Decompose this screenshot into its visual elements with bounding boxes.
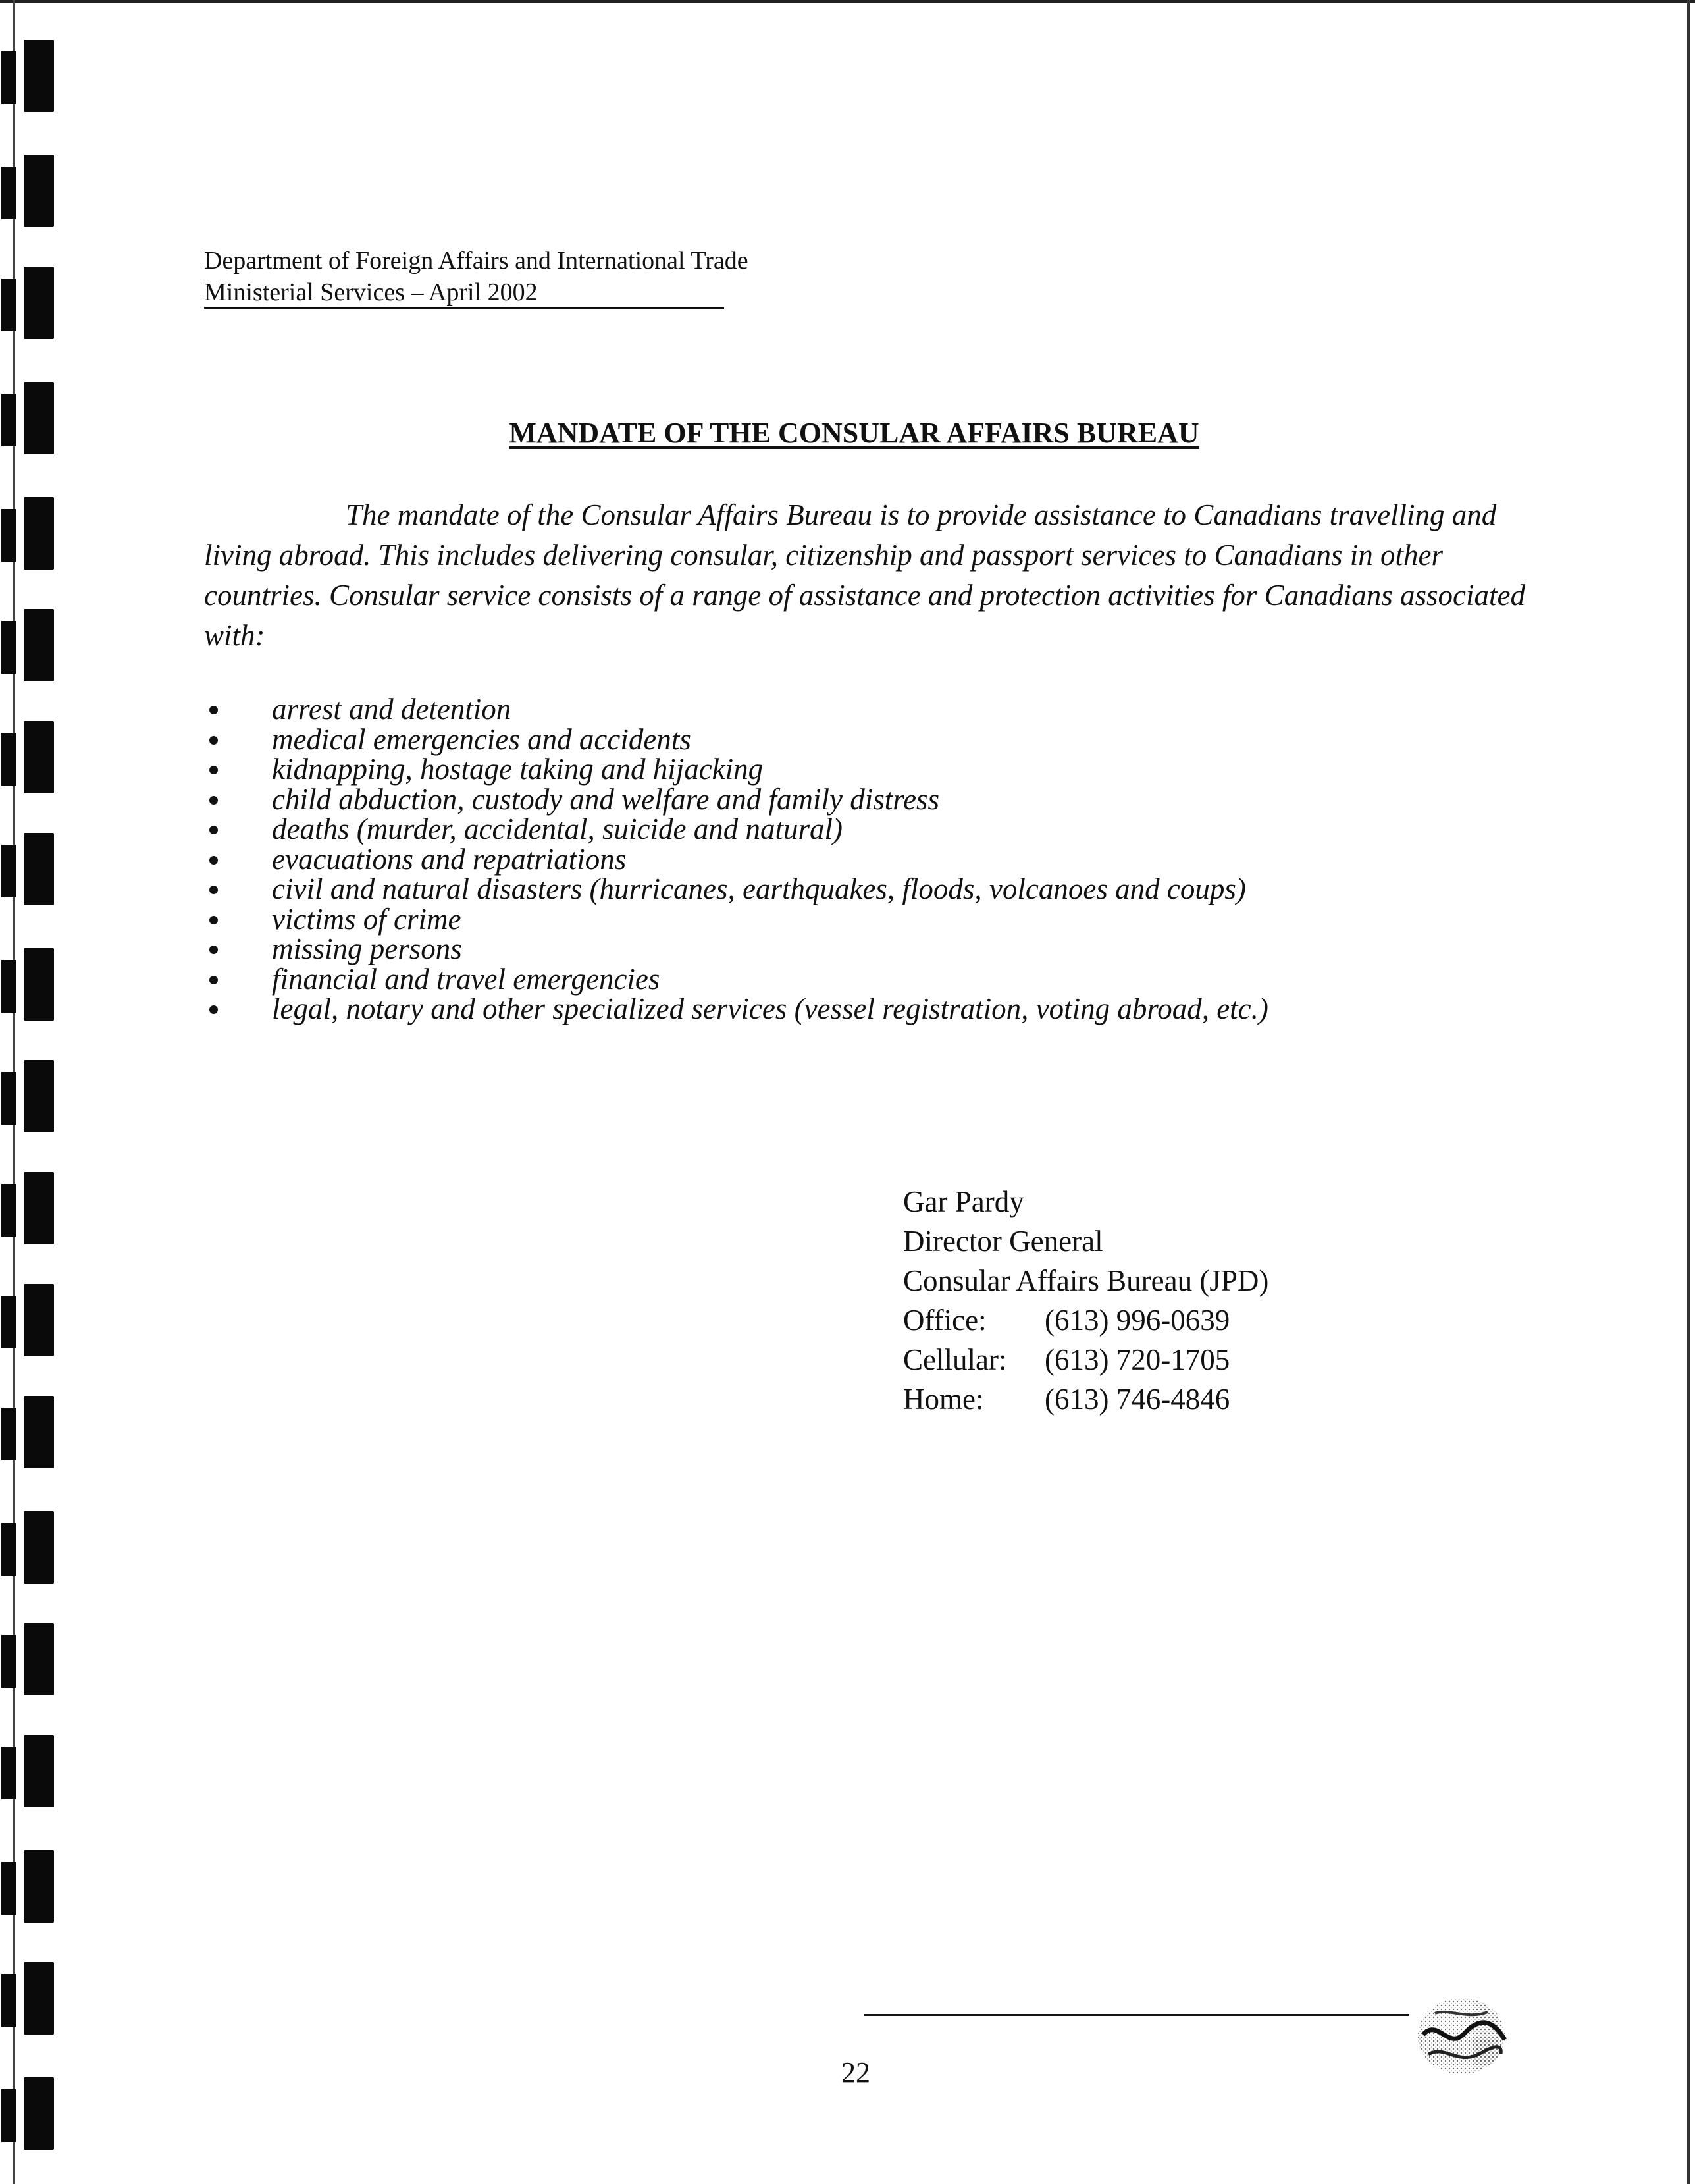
bullet-icon — [209, 826, 218, 834]
binding-ring — [0, 1396, 59, 1468]
bullet-icon — [209, 946, 218, 954]
binding-ring — [0, 833, 59, 905]
header-department: Department of Foreign Affairs and International Trade — [204, 247, 748, 275]
list-item-text: arrest and detention — [272, 693, 511, 726]
list-item — [201, 874, 1268, 905]
binding-ring — [0, 1060, 59, 1132]
mandate-paragraph: The mandate of the Consular Affairs Bureau is to provide assistance to Canadians travelling and living abroad. This includes delivering consular, citizenship and passport services to Canadians in other countries. Consular service consists of a range of assistance and protection activities for Canadians associated with: — [204, 498, 1525, 652]
binding-ring — [0, 40, 59, 112]
bullet-icon — [209, 796, 218, 805]
binding-ring — [0, 948, 59, 1021]
bullet-icon — [209, 1005, 218, 1014]
services-list — [201, 695, 1268, 1025]
list-item-text: legal, notary and other specialized services (vessel registration, voting abroad, etc.) — [272, 992, 1268, 1025]
list-item — [201, 934, 1268, 965]
page-top-edge — [0, 0, 1695, 3]
bullet-icon — [209, 766, 218, 774]
spiral-binding — [0, 0, 59, 2184]
binding-ring — [0, 1284, 59, 1356]
binding-ring — [0, 609, 59, 681]
list-item — [201, 962, 1268, 996]
signatory-bureau: Consular Affairs Bureau (JPD) — [903, 1264, 1269, 1297]
list-item — [201, 782, 1268, 816]
bullet-icon — [209, 886, 218, 894]
bullet-icon — [209, 976, 218, 984]
binding-ring — [0, 267, 59, 339]
list-item-text: financial and travel emergencies — [272, 962, 660, 996]
bullet-icon — [209, 916, 218, 924]
signatory-position: Director General — [903, 1225, 1103, 1258]
header-section-date: Ministerial Services – April 2002 — [204, 278, 724, 309]
list-item-text: victims of crime — [272, 902, 461, 936]
binding-ring — [0, 1623, 59, 1695]
contact-phone: (613) 746-4846 — [1045, 1383, 1230, 1416]
list-item — [201, 814, 1268, 845]
binding-ring — [0, 155, 59, 227]
binding-ring — [0, 1962, 59, 2035]
binding-ring — [0, 721, 59, 793]
globe-icon — [1409, 1988, 1514, 2081]
list-item — [201, 842, 1268, 876]
list-item-text: missing persons — [272, 932, 462, 965]
list-item-text: evacuations and repatriations — [272, 842, 627, 876]
list-item — [201, 755, 1268, 785]
contact-row-office — [903, 1300, 1268, 1340]
list-item-text: medical emergencies and accidents — [272, 722, 691, 756]
contact-row-home — [903, 1379, 1268, 1419]
list-item-text: deaths (murder, accidental, suicide and natural) — [272, 812, 843, 845]
contact-label: Office: — [903, 1304, 987, 1337]
document-header — [204, 245, 748, 309]
signatory-name: Gar Pardy — [903, 1185, 1024, 1218]
list-item — [201, 722, 1268, 756]
bullet-icon — [209, 706, 218, 714]
footer-rule — [864, 2014, 1409, 2016]
binding-ring — [0, 1511, 59, 1584]
list-item-text: kidnapping, hostage taking and hijacking — [272, 753, 764, 786]
signature-block — [903, 1182, 1268, 1419]
page-right-edge — [1687, 0, 1690, 2184]
contact-phone: (613) 720-1705 — [1045, 1343, 1230, 1376]
page-title: MANDATE OF THE CONSULAR AFFAIRS BUREAU — [509, 417, 1199, 449]
list-item-text: child abduction, custody and welfare and family distress — [272, 782, 940, 816]
contact-label: Cellular: — [903, 1343, 1007, 1376]
list-item-text: civil and natural disasters (hurricanes, earthquakes, floods, volcanoes and coups) — [272, 872, 1246, 905]
binding-ring — [0, 497, 59, 570]
binding-ring — [0, 1735, 59, 1807]
page-number: 22 — [841, 2056, 870, 2089]
binding-ring — [0, 1172, 59, 1244]
contact-row-cellular — [903, 1340, 1268, 1379]
contact-phone: (613) 996-0639 — [1045, 1304, 1230, 1337]
list-item — [201, 994, 1268, 1025]
binding-ring — [0, 2077, 59, 2150]
list-item — [201, 695, 1268, 725]
list-item — [201, 902, 1268, 936]
bullet-icon — [209, 736, 218, 745]
binding-ring — [0, 1850, 59, 1923]
bullet-icon — [209, 856, 218, 865]
contact-label: Home: — [903, 1383, 984, 1416]
